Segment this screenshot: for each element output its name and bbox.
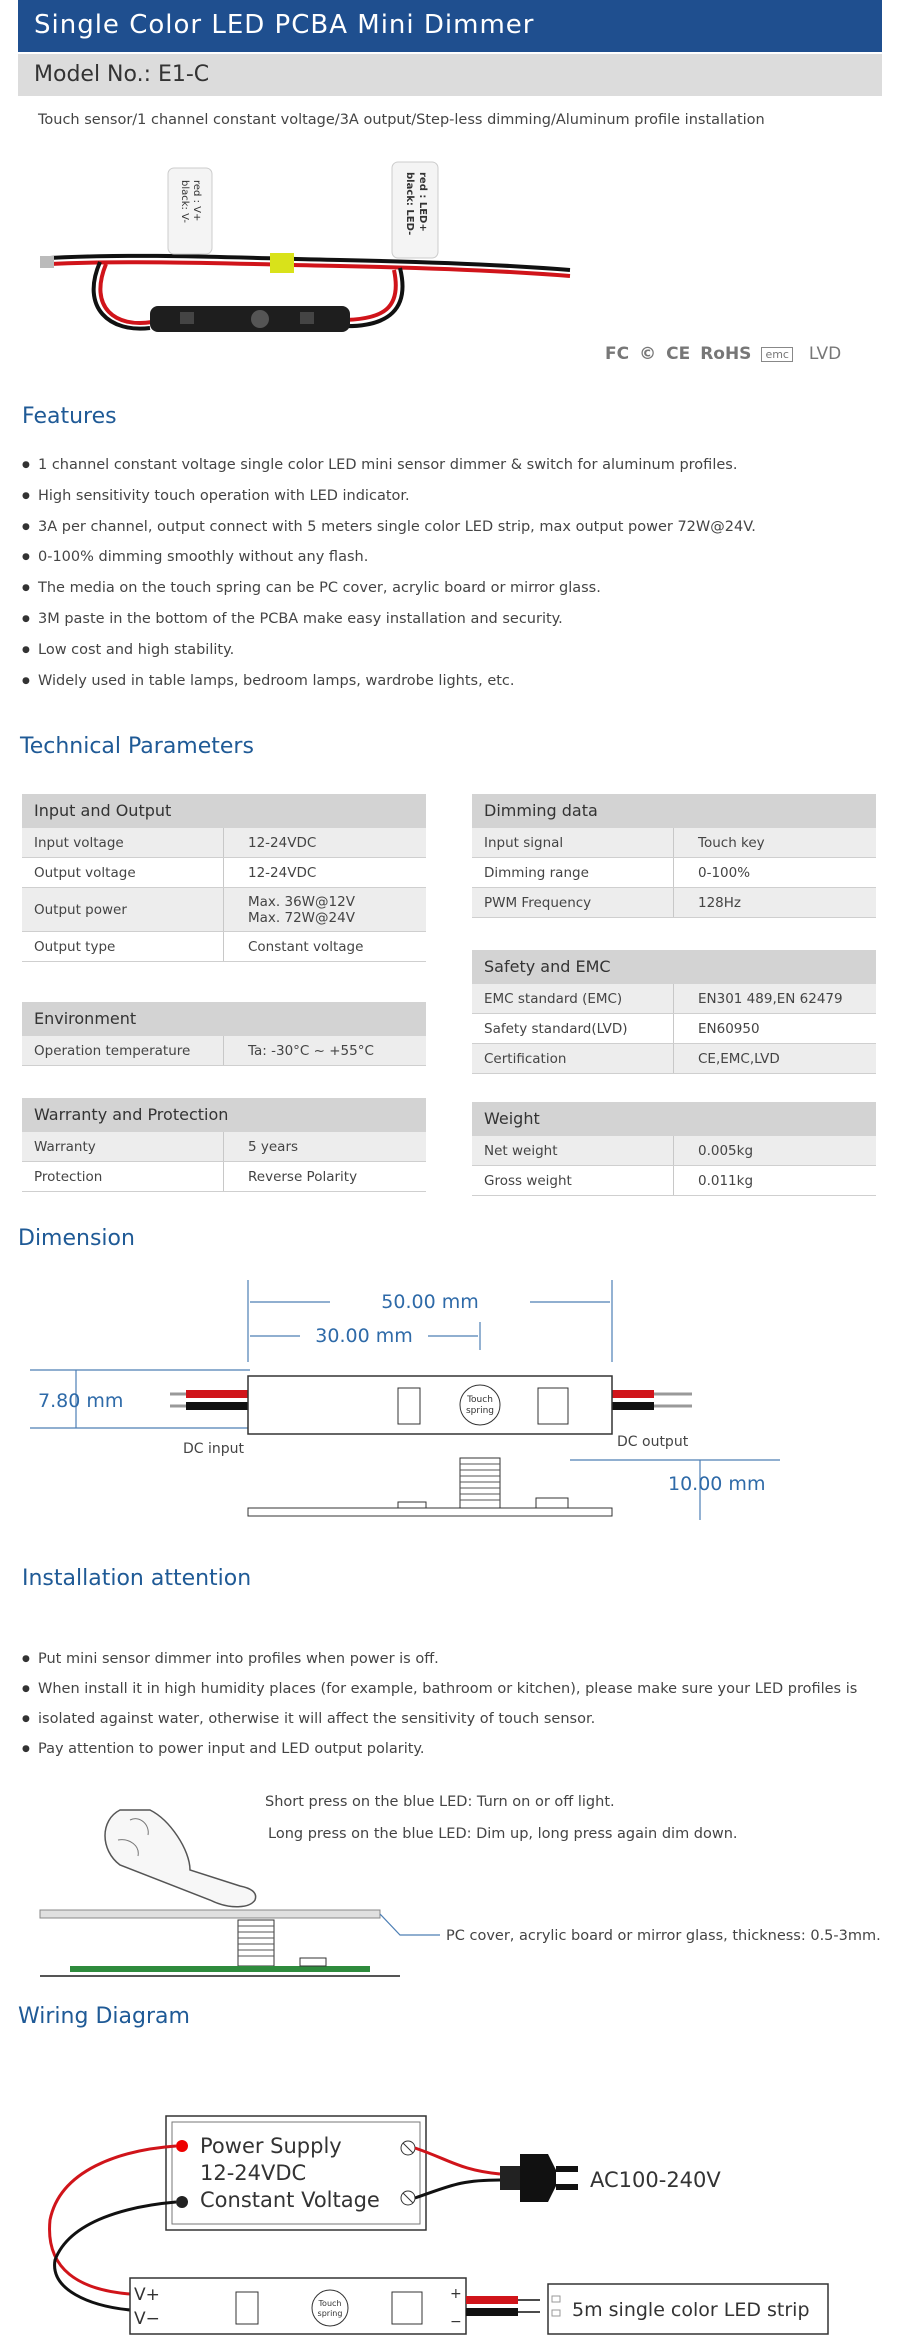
label-left-line1: red : V+ xyxy=(191,180,202,222)
list-item: ● Widely used in table lamps, bedroom lamps, wardrobe lights, etc. xyxy=(22,666,756,697)
list-item: ● High sensitivity touch operation with LED indicator. xyxy=(22,481,756,512)
label-right-line1: red : LED+ xyxy=(417,172,428,232)
power-supply-line1: Power Supply xyxy=(200,2134,342,2158)
table-row: Input signal Touch key xyxy=(472,828,876,858)
ac-label: AC100-240V xyxy=(590,2168,721,2192)
width-label: 7.80 mm xyxy=(38,1390,124,1412)
list-item: ● Put mini sensor dimmer into profiles when power is off. xyxy=(22,1644,857,1674)
model-number: Model No.: E1-C xyxy=(18,54,882,96)
power-supply-line3: Constant Voltage xyxy=(200,2188,380,2212)
label-right-line2: black: LED- xyxy=(404,172,415,236)
table-row: EMC standard (EMC) EN301 489,EN 62479 xyxy=(472,984,876,1014)
wiring-touch-spring-2: spring xyxy=(317,2309,343,2318)
table-title: Safety and EMC xyxy=(472,950,876,984)
length-spring-label: 30.00 mm xyxy=(315,1325,413,1347)
fcc-icon: FC xyxy=(605,344,630,364)
cmark-icon: © xyxy=(639,344,657,364)
list-item: ● Low cost and high stability. xyxy=(22,635,756,666)
touch-spring-label-1: Touch xyxy=(467,1395,493,1405)
dc-input-label: DC input xyxy=(183,1441,245,1457)
product-subtitle: Touch sensor/1 channel constant voltage/3A output/Step-less dimming/Aluminum profile installation xyxy=(38,112,765,128)
list-item: ● When install it in high humidity places (for example, bathroom or kitchen), please make sure your LED profiles is xyxy=(22,1674,857,1704)
list-item: ● 0-100% dimming smoothly without any flash. xyxy=(22,542,756,573)
plus-label: + xyxy=(450,2286,462,2302)
table-title: Warranty and Protection xyxy=(22,1098,426,1132)
table-row: Output power Max. 36W@12V Max. 72W@24V xyxy=(22,888,426,932)
table-warranty xyxy=(22,1098,426,1192)
dimension-heading: Dimension xyxy=(18,1226,135,1251)
table-title: Environment xyxy=(22,1002,426,1036)
table-row: Output voltage 12-24VDC xyxy=(22,858,426,888)
tech-heading: Technical Parameters xyxy=(20,734,254,759)
installation-heading: Installation attention xyxy=(22,1566,252,1591)
table-row: Certification CE,EMC,LVD xyxy=(472,1044,876,1074)
list-item: ● 3M paste in the bottom of the PCBA make easy installation and security. xyxy=(22,604,756,635)
table-title: Weight xyxy=(472,1102,876,1136)
rohs-icon: RoHS xyxy=(700,344,752,364)
page-title: Single Color LED PCBA Mini Dimmer xyxy=(18,0,882,52)
dimension-drawing xyxy=(0,1270,900,1530)
dc-output-label: DC output xyxy=(617,1434,689,1450)
table-title: Input and Output xyxy=(22,794,426,828)
list-item: ● 3A per channel, output connect with 5 meters single color LED strip, max output power 72W@24V. xyxy=(22,512,756,543)
table-row: Protection Reverse Polarity xyxy=(22,1162,426,1192)
strip-label: 5m single color LED strip xyxy=(572,2299,810,2321)
installation-list xyxy=(22,1644,857,1764)
minus-label: − xyxy=(450,2314,462,2330)
certification-logos xyxy=(605,344,851,364)
table-row: Warranty 5 years xyxy=(22,1132,426,1162)
table-dimming xyxy=(472,794,876,918)
emc-icon: emc xyxy=(761,347,793,362)
long-press-note: Long press on the blue LED: Dim up, long press again dim down. xyxy=(268,1826,738,1842)
table-row: Gross weight 0.011kg xyxy=(472,1166,876,1196)
table-row: Dimming range 0-100% xyxy=(472,858,876,888)
short-press-note: Short press on the blue LED: Turn on or off light. xyxy=(265,1794,615,1810)
features-heading: Features xyxy=(22,404,117,429)
table-input-output xyxy=(22,794,426,962)
wiring-drawing xyxy=(0,2110,900,2344)
vplus-label: V+ xyxy=(134,2285,160,2305)
table-safety xyxy=(472,950,876,1074)
list-item: ● Pay attention to power input and LED output polarity. xyxy=(22,1734,857,1764)
product-photo xyxy=(40,158,600,358)
cover-note: PC cover, acrylic board or mirror glass, thickness: 0.5-3mm. xyxy=(446,1928,881,1944)
features-list xyxy=(22,450,756,696)
wiring-touch-spring-1: Touch xyxy=(318,2299,342,2308)
list-item: ● isolated against water, otherwise it will affect the sensitivity of touch sensor. xyxy=(22,1704,857,1734)
table-row: Operation temperature Ta: -30°C ~ +55°C xyxy=(22,1036,426,1066)
installation-drawing xyxy=(0,1780,900,1980)
table-row: Net weight 0.005kg xyxy=(472,1136,876,1166)
power-supply-line2: 12-24VDC xyxy=(200,2161,307,2185)
label-left-line2: black: V- xyxy=(179,180,190,223)
table-row: Input voltage 12-24VDC xyxy=(22,828,426,858)
touch-spring-label-2: spring xyxy=(465,1406,495,1416)
table-row: PWM Frequency 128Hz xyxy=(472,888,876,918)
height-label: 10.00 mm xyxy=(668,1473,766,1495)
table-title: Dimming data xyxy=(472,794,876,828)
table-environment xyxy=(22,1002,426,1066)
vminus-label: V− xyxy=(134,2309,160,2329)
wiring-heading: Wiring Diagram xyxy=(18,2004,190,2029)
table-weight xyxy=(472,1102,876,1196)
list-item: ● 1 channel constant voltage single color LED mini sensor dimmer & switch for aluminum profiles. xyxy=(22,450,756,481)
list-item: ● The media on the touch spring can be PC cover, acrylic board or mirror glass. xyxy=(22,573,756,604)
ce-icon: CE xyxy=(666,344,691,364)
length-total-label: 50.00 mm xyxy=(381,1291,479,1313)
lvd-icon: LVD xyxy=(808,344,842,364)
table-row: Output type Constant voltage xyxy=(22,932,426,962)
table-row: Safety standard(LVD) EN60950 xyxy=(472,1014,876,1044)
